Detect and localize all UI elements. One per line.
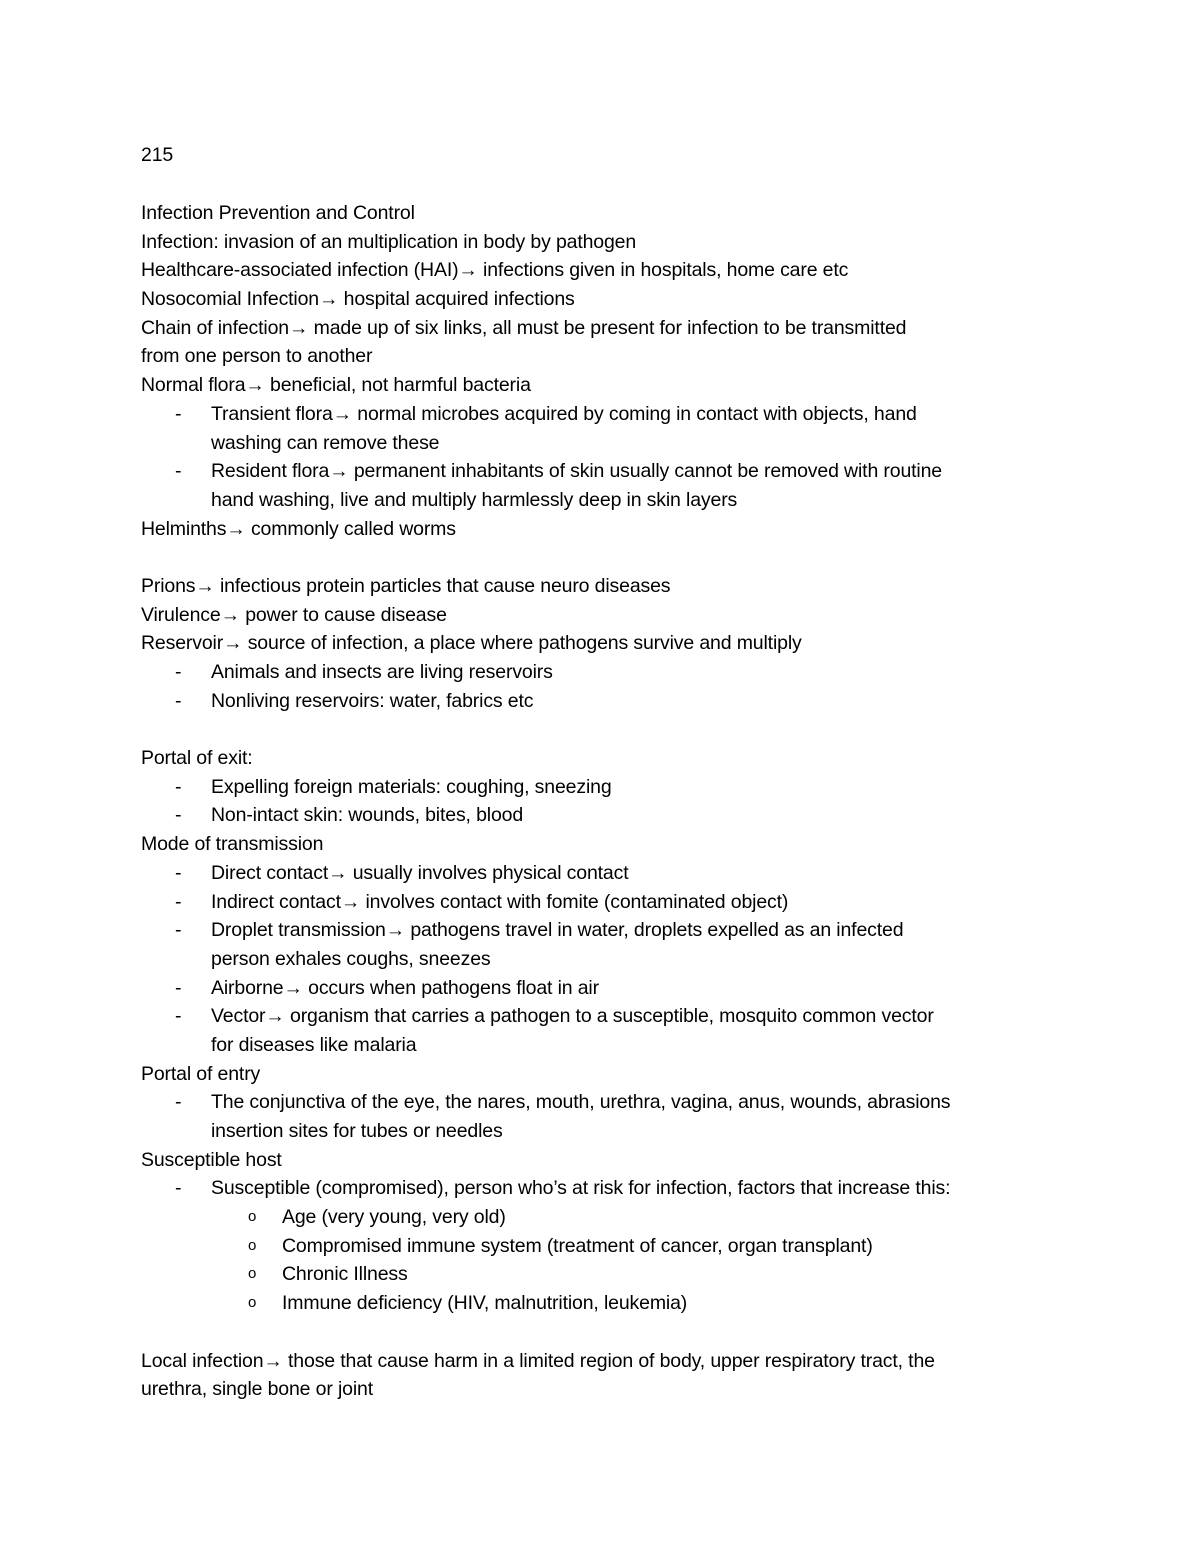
notes-body: [141, 199, 1081, 1404]
bullet-text: Airborne→ occurs when pathogens float in air: [211, 976, 599, 999]
bullet-non-intact-skin: [141, 801, 1081, 830]
bullet-entry-sites: [141, 1088, 1081, 1117]
bullet-continuation: hand washing, live and multiply harmlessly deep in skin layers: [211, 488, 738, 511]
bullet-airborne: [141, 974, 1081, 1003]
definition-virulence: Virulence→ power to cause disease: [141, 603, 447, 626]
bullet-mark: -: [175, 402, 182, 425]
blank-line: [141, 1318, 1081, 1347]
bullet-text: Nonliving reservoirs: water, fabrics etc: [211, 689, 534, 712]
bullet-text: Transient flora→ normal microbes acquired by coming in contact with objects, hand: [211, 402, 917, 425]
blank-line: [141, 715, 1081, 744]
bullet-mark: -: [175, 689, 182, 712]
definition-hai: Healthcare-associated infection (HAI)→ infections given in hospitals, home care etc: [141, 259, 849, 282]
definition-helminths: Helminths→ commonly called worms: [141, 517, 456, 540]
sub-bullet-text: Age (very young, very old): [282, 1206, 506, 1229]
sub-bullet-deficiency: [141, 1289, 1081, 1318]
sub-bullet-age: [141, 1203, 1081, 1232]
bullet-continuation: for diseases like malaria: [211, 1033, 417, 1056]
bullet-text: Vector→ organism that carries a pathogen to a susceptible, mosquito common vector: [211, 1005, 934, 1028]
bullet-droplet: [141, 916, 1081, 945]
sub-bullet-mark: o: [248, 1236, 257, 1254]
bullet-mark: -: [175, 804, 182, 827]
bullet-text: Susceptible (compromised), person who’s at risk for infection, factors that increase this:: [211, 1177, 951, 1200]
definition-chain-line-2: from one person to another: [141, 345, 373, 368]
bullet-nonliving-reservoirs: [141, 687, 1081, 716]
sub-bullet-mark: o: [248, 1294, 257, 1312]
sub-bullet-immune: [141, 1232, 1081, 1261]
bullet-resident-flora: [141, 457, 1081, 486]
definition-prions: Prions→ infectious protein particles that cause neuro diseases: [141, 574, 671, 597]
bullet-continuation: insertion sites for tubes or needles: [211, 1120, 503, 1142]
bullet-susceptible: [141, 1174, 1081, 1203]
sub-bullet-text: Compromised immune system (treatment of cancer, organ transplant): [282, 1234, 873, 1257]
bullet-transient-flora: [141, 400, 1081, 429]
bullet-direct-contact: [141, 859, 1081, 888]
bullet-text: Animals and insects are living reservoirs: [211, 661, 553, 683]
sub-bullet-text: Immune deficiency (HIV, malnutrition, leukemia): [282, 1292, 688, 1315]
sub-bullet-mark: o: [248, 1265, 257, 1283]
heading-susceptible-host: Susceptible host: [141, 1148, 282, 1171]
sub-bullet-text: Chronic Illness: [282, 1263, 408, 1286]
bullet-mark: -: [175, 976, 182, 999]
bullet-mark: -: [175, 890, 182, 913]
bullet-text: The conjunctiva of the eye, the nares, mouth, urethra, vagina, anus, wounds, abrasions: [211, 1091, 951, 1114]
bullet-text: Indirect contact→ involves contact with fomite (contaminated object): [211, 890, 789, 913]
bullet-text: Direct contact→ usually involves physical contact: [211, 861, 629, 884]
bullet-text: Non-intact skin: wounds, bites, blood: [211, 804, 524, 827]
bullet-living-reservoirs: [141, 658, 1081, 687]
bullet-expelling: [141, 773, 1081, 802]
bullet-mark: -: [175, 1005, 182, 1028]
heading-portal-of-exit: Portal of exit:: [141, 747, 253, 770]
heading-mode-of-transmission: Mode of transmission: [141, 833, 324, 856]
bullet-indirect-contact: [141, 888, 1081, 917]
sub-bullet-mark: o: [248, 1208, 257, 1226]
bullet-text: Droplet transmission→ pathogens travel in water, droplets expelled as an infected: [211, 919, 904, 942]
bullet-continuation: person exhales coughs, sneezes: [211, 947, 491, 970]
blank-line: [141, 543, 1081, 572]
bullet-mark: -: [175, 861, 182, 884]
bullet-text: Expelling foreign materials: coughing, sneezing: [211, 775, 612, 798]
definition-reservoir: Reservoir→ source of infection, a place where pathogens survive and multiply: [141, 632, 802, 655]
bullet-text: Resident flora→ permanent inhabitants of skin usually cannot be removed with routine: [211, 460, 942, 483]
page-number-text: 215: [141, 144, 174, 166]
definition-nosocomial: Nosocomial Infection→ hospital acquired infections: [141, 288, 575, 311]
bullet-mark: -: [175, 460, 182, 483]
bullet-mark: -: [175, 1091, 182, 1114]
definition-local-infection-line-2: urethra, single bone or joint: [141, 1378, 373, 1401]
definition-normal-flora: Normal flora→ beneficial, not harmful bacteria: [141, 374, 531, 397]
notes-title: Infection Prevention and Control: [141, 202, 415, 224]
bullet-mark: -: [175, 661, 182, 683]
sub-bullet-chronic: [141, 1260, 1081, 1289]
bullet-continuation: washing can remove these: [211, 431, 440, 454]
definition-local-infection-line-1: Local infection→ those that cause harm in a limited region of body, upper respiratory tract, the: [141, 1349, 935, 1372]
bullet-vector: [141, 1002, 1081, 1031]
bullet-mark: -: [175, 775, 182, 798]
definition-chain-line-1: Chain of infection→ made up of six links, all must be present for infection to be transmitted: [141, 316, 907, 339]
page-number: [141, 141, 1081, 170]
heading-portal-of-entry: Portal of entry: [141, 1062, 261, 1085]
definition-infection: Infection: invasion of an multiplication in body by pathogen: [141, 230, 637, 253]
bullet-mark: -: [175, 919, 182, 942]
bullet-mark: -: [175, 1177, 182, 1200]
